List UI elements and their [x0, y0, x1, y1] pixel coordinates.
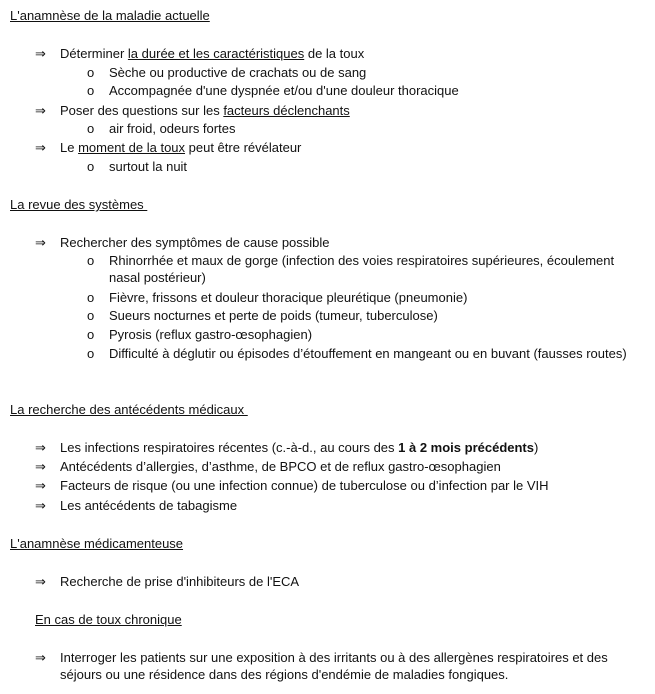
- arrow-icon: ⇒: [35, 440, 46, 455]
- list-item-text: Le moment de la toux peut être révélateur: [60, 140, 302, 155]
- bullet-icon: o: [87, 346, 95, 361]
- arrow-icon: ⇒: [35, 459, 46, 474]
- bullet-icon: o: [87, 327, 95, 342]
- list-item-text: Les infections respiratoires récentes (c.-à-d., au cours des 1 à 2 mois précédents): [60, 440, 539, 455]
- sub-list-item: [0, 252, 655, 288]
- bullet-icon: o: [87, 290, 95, 305]
- sub-list-item-text: Rhinorrhée et maux de gorge (infection des voies respiratoires supérieures, écoulement nasal postérieur): [109, 253, 615, 285]
- arrow-icon: ⇒: [35, 650, 46, 665]
- bullet-icon: o: [87, 83, 95, 98]
- list-item-text: Recherche de prise d'inhibiteurs de l'ECA: [60, 574, 300, 589]
- arrow-icon: ⇒: [35, 478, 46, 493]
- list-item-text: Déterminer la durée et les caractéristiques de la toux: [60, 46, 365, 61]
- arrow-icon: ⇒: [35, 46, 46, 61]
- sub-list-item-text: Accompagnée d'une dyspnée et/ou d'une douleur thoracique: [109, 83, 459, 98]
- sub-list-item-text: Sueurs nocturnes et perte de poids (tumeur, tuberculose): [109, 308, 438, 323]
- sub-list-item-text: Sèche ou productive de crachats ou de sang: [109, 65, 367, 80]
- list-item-text: Les antécédents de tabagisme: [60, 498, 238, 513]
- section-title-maladie-actuelle: L'anamnèse de la maladie actuelle: [10, 8, 210, 23]
- sub-list-item-text: Pyrosis (reflux gastro-œsophagien): [109, 327, 313, 342]
- list-item-text: Facteurs de risque (ou une infection connue) de tuberculose ou d’infection par le VIH: [60, 478, 549, 493]
- arrow-icon: ⇒: [35, 103, 46, 118]
- bullet-icon: o: [87, 308, 95, 323]
- sub-list-item-text: Fièvre, frissons et douleur thoracique pleurétique (pneumonie): [109, 290, 468, 305]
- list-item-text: Interroger les patients sur une exposition à des irritants ou à des allergènes respiratoires et des séjours ou une résidence dans des régions d'endémie de maladies fongiques.: [60, 650, 608, 682]
- bullet-icon: o: [87, 65, 95, 80]
- list-item-text: Poser des questions sur les facteurs déclenchants: [60, 103, 350, 118]
- sub-list-item: [0, 345, 655, 381]
- sub-list-item-text: Difficulté à déglutir ou épisodes d’étouffement en mangeant ou en buvant (fausses routes): [109, 346, 627, 361]
- arrow-icon: ⇒: [35, 574, 46, 589]
- bullet-icon: o: [87, 159, 95, 174]
- section-title-antecedents: La recherche des antécédents médicaux: [10, 402, 248, 417]
- sub-list-item-text: surtout la nuit: [109, 159, 188, 174]
- section-title-medicamenteuse: L'anamnèse médicamenteuse: [10, 536, 184, 551]
- arrow-icon: ⇒: [35, 498, 46, 513]
- sub-list-item-text: air froid, odeurs fortes: [109, 121, 236, 136]
- bullet-icon: o: [87, 121, 95, 136]
- section-title-revue-systemes: La revue des systèmes: [10, 197, 148, 212]
- arrow-icon: ⇒: [35, 235, 46, 250]
- list-item-text: Antécédents d’allergies, d’asthme, de BPCO et de reflux gastro-œsophagien: [60, 459, 501, 474]
- list-item-text: Rechercher des symptômes de cause possible: [60, 235, 330, 250]
- bullet-icon: o: [87, 253, 95, 268]
- subsection-title-toux-chronique: En cas de toux chronique: [35, 612, 182, 627]
- list-item: [0, 649, 655, 685]
- arrow-icon: ⇒: [35, 140, 46, 155]
